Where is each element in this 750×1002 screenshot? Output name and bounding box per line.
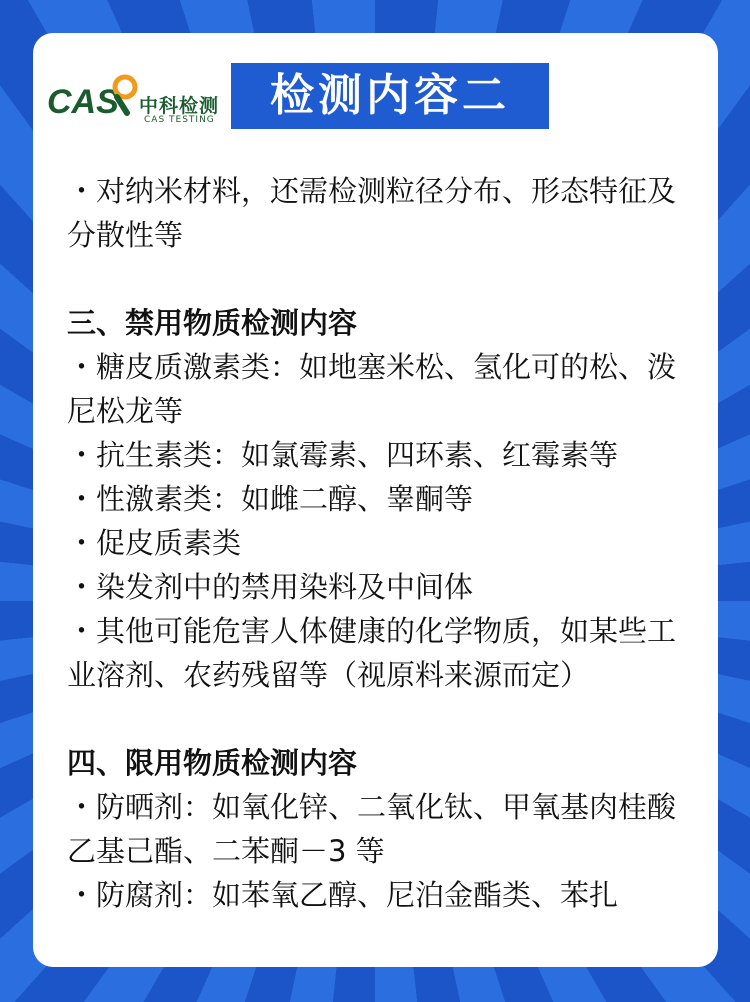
list-item: ・防腐剂：如苯氧乙醇、尼泊金酯类、苯扎 bbox=[67, 878, 619, 912]
content-body bbox=[67, 169, 692, 917]
list-item: ・性激素类：如雌二醇、睾酮等 bbox=[67, 482, 474, 516]
list-item: ・促皮质素类 bbox=[67, 526, 242, 560]
cas-logo-mark bbox=[47, 69, 139, 125]
page-title: 检测内容二 bbox=[231, 63, 549, 129]
list-item: ・抗生素类：如氯霉素、四环素、红霉素等 bbox=[67, 438, 619, 472]
list-item: ・糖皮质激素类：如地塞米松、氢化可的松、泼尼松龙等 bbox=[67, 350, 677, 428]
logo-en-text: CAS TESTING bbox=[144, 115, 215, 125]
logo-cn-text: 中科检测 bbox=[139, 95, 220, 117]
intro-item: ・对纳米材料，还需检测粒径分布、形态特征及分散性等 bbox=[67, 174, 677, 252]
list-item: ・其他可能危害人体健康的化学物质，如某些工业溶剂、农药残留等（视原料来源而定） bbox=[67, 614, 677, 692]
list-item: ・防晒剂：如氧化锌、二氧化钛、甲氧基肉桂酸乙基己酯、二苯酮－3 等 bbox=[67, 790, 677, 868]
svg-text:CAS: CAS bbox=[47, 83, 119, 121]
list-item: ・染发剂中的禁用染料及中间体 bbox=[67, 570, 474, 604]
section4-heading: 四、限用物质检测内容 bbox=[67, 746, 358, 780]
content-card bbox=[33, 33, 718, 967]
cas-testing-logo bbox=[47, 69, 220, 125]
section3-heading: 三、禁用物质检测内容 bbox=[67, 306, 358, 340]
